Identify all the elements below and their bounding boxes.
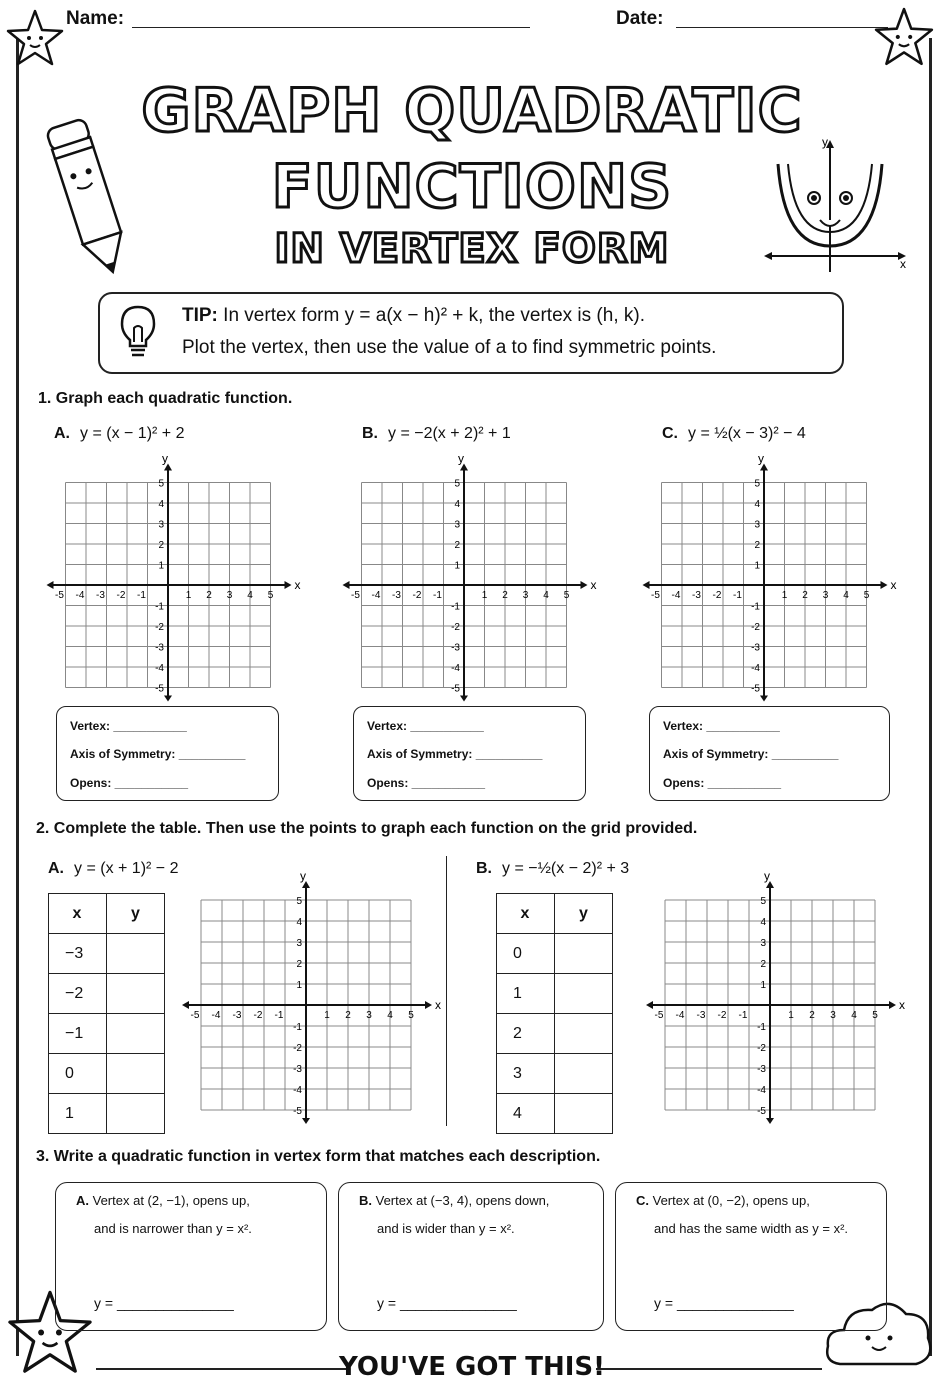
x-tick-label: -1 [738,1010,748,1021]
x-cell: 4 [497,1094,555,1134]
y-tick-label: -2 [293,1043,302,1054]
y-tick-label: 3 [296,938,302,949]
coordinate-grid-2b[interactable] [652,869,905,1124]
x-tick-label: 2 [206,590,212,601]
axes [47,464,292,702]
col-header-x: x [497,894,555,934]
tip-text-1: In vertex form y = a(x − h)² + k, the vertex is (h, k). [223,305,645,326]
description-line-1 [636,1193,810,1208]
problem-letter: B. [476,860,492,877]
x-axis-label: x [294,578,301,592]
x-tick-label: -5 [190,1010,200,1021]
x-tick-label: -3 [692,590,701,601]
x-tick-label: -3 [96,590,105,601]
x-cell: 1 [49,1094,107,1134]
problem-letter: A. [48,860,64,877]
x-axis-label: x [590,578,597,592]
answer-line[interactable]: y = _______________ [654,1295,794,1311]
description-box-c[interactable] [615,1182,887,1331]
x-cell: −1 [49,1014,107,1054]
y-tick-label: -3 [451,642,460,654]
svg-text:y: y [822,135,828,149]
x-tick-label: 2 [502,590,508,601]
x-tick-label: 1 [185,590,192,601]
table-row [49,934,165,974]
x-tick-label: 3 [830,1010,836,1021]
y-axis-label: y [300,869,306,883]
coordinate-grid-1c[interactable] [648,451,898,704]
axes [646,881,896,1124]
table-row [49,974,165,1014]
coordinate-grid-2a[interactable] [188,869,441,1124]
y-tick-label: -2 [751,622,760,633]
y-tick-label: -2 [451,622,460,633]
x-tick-label: -1 [433,590,442,601]
vertex-label: Vertex: ___________ [70,719,187,733]
date-label: Date: [616,8,664,29]
value-table-b [496,893,613,1134]
y-input-cell[interactable] [555,1054,613,1094]
y-tick-label: -5 [751,683,760,695]
y-axis-label: y [758,451,764,466]
y-input-cell[interactable] [555,1014,613,1054]
description-line-2: and is wider than y = x². [377,1221,515,1236]
description-box-a[interactable] [55,1182,327,1331]
name-label: Name: [66,8,125,29]
x-cell: 0 [497,934,555,974]
problem-2a-label [48,860,178,878]
x-cell: 0 [49,1054,107,1094]
y-tick-label: -2 [155,622,164,633]
x-tick-label: -2 [712,590,722,601]
y-input-cell[interactable] [107,1094,165,1134]
y-tick-label: 1 [754,560,760,572]
y-axis-label: y [764,869,770,883]
y-tick-label: -5 [155,683,164,695]
vertex-label: Vertex: ___________ [367,719,484,733]
y-tick-label: -4 [155,663,164,674]
x-tick-label: -3 [696,1010,706,1021]
x-tick-label: 4 [387,1010,393,1021]
tip-line-2: Plot the vertex, then use the value of a to find symmetric points. [182,337,717,358]
x-tick-label: 2 [802,590,808,601]
y-input-cell[interactable] [107,1014,165,1054]
problem-letter: C. [662,425,678,442]
y-tick-label: -2 [757,1043,766,1054]
x-tick-label: 5 [408,1010,414,1021]
x-tick-label: 5 [563,590,570,601]
description-line-2: and has the same width as y = x². [654,1221,849,1236]
problem-letter: A. [54,425,70,442]
y-tick-label: -1 [451,601,460,613]
x-tick-label: -5 [654,1010,664,1021]
table-row [497,974,613,1014]
x-tick-label: 3 [226,590,233,601]
section-3-heading: 3. Write a quadratic function in vertex form that matches each description. [36,1148,601,1165]
svg-text:x: x [900,257,906,271]
answer-box-1a[interactable] [56,706,279,801]
y-tick-label: -4 [451,663,460,674]
y-tick-label: 1 [760,980,766,991]
value-table-a [48,893,165,1134]
title-line-3: IN VERTEX FORM [274,226,670,272]
description-text: Vertex at (2, −1), opens up, [92,1193,250,1208]
y-tick-label: 4 [454,499,460,510]
y-tick-label: -3 [293,1064,302,1075]
description-text: Vertex at (0, −2), opens up, [652,1193,810,1208]
col-header-y: y [555,894,613,934]
y-tick-label: 5 [760,896,766,907]
x-axis-label: x [435,998,441,1012]
x-tick-label: 1 [781,590,788,601]
axes [643,464,888,702]
description-line-1 [359,1193,549,1208]
y-tick-label: 4 [760,917,766,928]
section-2-heading: 2. Complete the table. Then use the points to graph each function on the grid provided. [36,820,698,837]
problem-1a-label [54,425,184,443]
y-tick-label: -1 [757,1022,766,1033]
y-tick-label: 2 [454,540,460,551]
axis-of-symmetry-label: Axis of Symmetry: __________ [367,747,543,761]
x-cell: 2 [497,1014,555,1054]
x-tick-label: 1 [481,590,488,601]
x-tick-label: -4 [371,590,381,601]
problem-equation: y = (x + 1)² − 2 [74,860,179,877]
x-tick-label: -5 [55,590,64,601]
y-tick-label: -1 [751,601,760,613]
x-axis-label: x [890,578,897,592]
problem-equation: y = (x − 1)² + 2 [80,425,185,442]
x-axis-label: x [899,998,905,1012]
y-tick-label: -5 [757,1106,766,1117]
table-row [49,1054,165,1094]
y-tick-label: 4 [754,499,760,510]
axes [182,881,432,1124]
x-cell: 3 [497,1054,555,1094]
lightbulb-icon [118,304,158,360]
title-line-2: FUNCTIONS [271,152,673,222]
x-tick-label: 3 [822,590,829,601]
y-tick-label: 1 [454,560,460,572]
coordinate-grid-1a[interactable] [52,451,302,704]
section-divider [446,856,447,1126]
x-cell: 1 [497,974,555,1014]
table-row [49,1014,165,1054]
opens-label: Opens: ___________ [367,776,486,790]
x-tick-label: 4 [543,590,549,601]
col-header-x: x [49,894,107,934]
y-tick-label: 5 [454,478,460,490]
problem-equation: y = ½(x − 3)² − 4 [688,425,806,442]
x-tick-label: 1 [324,1010,330,1021]
x-tick-label: -2 [717,1010,727,1021]
problem-equation: y = −½(x − 2)² + 3 [502,860,630,877]
x-tick-label: -5 [651,590,660,601]
footer-text: YOU'VE GOT THIS! [339,1352,605,1382]
description-line-1 [76,1193,250,1208]
name-field[interactable] [132,27,530,28]
problem-2b-label [476,860,629,878]
x-tick-label: -5 [351,590,360,601]
x-tick-label: 4 [851,1010,857,1021]
x-tick-label: -4 [75,590,85,601]
y-tick-label: 2 [754,540,760,551]
title-line-1: GRAPH QUADRATIC [141,76,803,146]
x-tick-label: 5 [872,1010,878,1021]
x-tick-label: 3 [522,590,529,601]
description-box-b[interactable] [338,1182,604,1331]
star-icon [4,8,66,70]
x-tick-label: -1 [274,1010,284,1021]
y-tick-label: 3 [454,519,460,531]
y-input-cell[interactable] [555,1094,613,1134]
table-row [497,1054,613,1094]
x-tick-label: -4 [675,1010,685,1021]
y-input-cell[interactable] [107,934,165,974]
x-tick-label: 2 [809,1010,815,1021]
opens-label: Opens: ___________ [663,776,782,790]
axis-of-symmetry-label: Axis of Symmetry: __________ [70,747,246,761]
x-tick-label: -4 [211,1010,221,1021]
answer-box-1c[interactable] [649,706,890,801]
x-tick-label: 2 [345,1010,351,1021]
vertex-label: Vertex: ___________ [663,719,780,733]
col-header-y: y [107,894,165,934]
y-tick-label: -3 [757,1064,766,1075]
x-tick-label: -1 [137,590,146,601]
answer-line[interactable]: y = _______________ [377,1295,517,1311]
y-tick-label: 5 [296,896,302,907]
y-axis-label: y [162,451,168,466]
y-tick-label: -4 [757,1085,766,1096]
y-input-cell[interactable] [107,974,165,1014]
y-tick-label: 3 [158,519,164,531]
y-tick-label: 4 [296,917,302,928]
star-icon [872,6,936,70]
y-tick-label: -4 [293,1085,302,1096]
x-tick-label: -3 [232,1010,242,1021]
x-tick-label: -4 [671,590,681,601]
description-line-2: and is narrower than y = x². [94,1221,252,1236]
y-tick-label: -3 [751,642,760,654]
problem-equation: y = −2(x + 2)² + 1 [388,425,511,442]
y-tick-label: 3 [754,519,760,531]
date-field[interactable] [676,27,888,28]
x-tick-label: 5 [863,590,870,601]
y-tick-label: 2 [760,959,766,970]
coordinate-grid-1b[interactable] [348,451,598,704]
y-tick-label: 2 [296,959,302,970]
axes [343,464,588,702]
y-tick-label: -1 [293,1022,302,1033]
x-tick-label: 4 [843,590,849,601]
x-cell: −3 [49,934,107,974]
answer-box-1b[interactable] [353,706,586,801]
x-tick-label: -2 [412,590,422,601]
y-axis-label: y [458,451,464,466]
box-letter: A. [76,1193,89,1208]
tip-line-1 [182,300,645,331]
y-tick-label: -4 [751,663,760,674]
y-tick-label: -5 [293,1106,302,1117]
y-input-cell[interactable] [555,934,613,974]
opens-label: Opens: ___________ [70,776,189,790]
axis-of-symmetry-label: Axis of Symmetry: __________ [663,747,839,761]
section-1-heading: 1. Graph each quadratic function. [38,390,293,407]
box-letter: B. [359,1193,372,1208]
y-input-cell[interactable] [555,974,613,1014]
table-row [497,1014,613,1054]
y-tick-label: -1 [155,601,164,613]
tip-label: TIP: [182,305,218,326]
y-tick-label: 4 [158,499,164,510]
y-input-cell[interactable] [107,1054,165,1094]
tip-box [98,292,844,374]
x-tick-label: 4 [247,590,253,601]
x-cell: −2 [49,974,107,1014]
x-tick-label: 3 [366,1010,372,1021]
table-row [49,1094,165,1134]
y-tick-label: -3 [155,642,164,654]
y-tick-label: 3 [760,938,766,949]
y-tick-label: 1 [296,980,302,991]
table-row [497,1094,613,1134]
x-tick-label: 5 [267,590,274,601]
x-tick-label: -3 [392,590,401,601]
x-tick-label: -2 [116,590,126,601]
y-tick-label: 1 [158,560,164,572]
x-tick-label: -2 [253,1010,263,1021]
table-row [497,934,613,974]
description-text: Vertex at (−3, 4), opens down, [375,1193,550,1208]
answer-line[interactable]: y = _______________ [94,1295,234,1311]
y-tick-label: -5 [451,683,460,695]
x-tick-label: -1 [733,590,742,601]
x-tick-label: 1 [788,1010,794,1021]
problem-letter: B. [362,425,378,442]
y-tick-label: 2 [158,540,164,551]
problem-1b-label [362,425,511,443]
problem-1c-label [662,425,806,443]
y-tick-label: 5 [754,478,760,490]
box-letter: C. [636,1193,649,1208]
y-tick-label: 5 [158,478,164,490]
